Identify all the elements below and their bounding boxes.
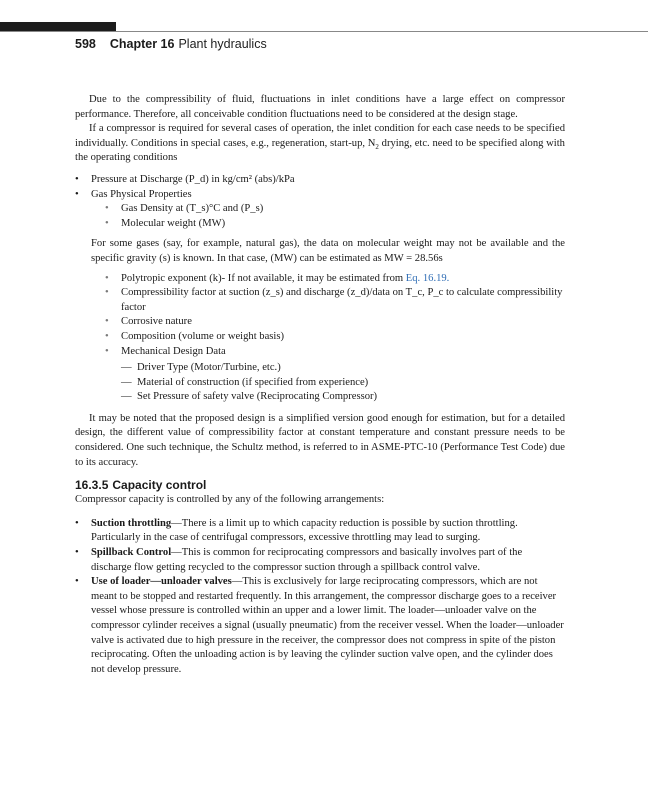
list-item: • Gas Physical Properties • Gas Density at (T_s)°C and (P_s) • Molecular weight (MW) For some gases (say, for example, natural gas), the data on molecular weight may not be available and the specific gravity (s) is known. In that case, (MW) can be estimated as MW = 28.56s • Polytropic exponent (k)- If not available, it may be estimated from Eq. 16.19. • Compressibility factor at suction (z_s) and discharge (z_d)/data on T_c, P_c to calculate compressibility factor • Corrosive nature • Composition (volume or weight basis) • Mechanical Design Data — Driver Type (Motor/Turbine, etc.) — Material of construction (if specified from experience) — Set Pressure of safety valve (Reciprocating Compressor): [75, 188, 565, 405]
paragraph-design-note: It may be noted that the proposed design is a simplified version good enough for estimation, but for a detailed design, the different value of compressibility factor at constant temperature and constant pressure needs to be considered. One such technique, the Schultz method, is referred to in ASME-PTC-10 (Performance Test Code) due to its accuracy.: [75, 412, 565, 468]
capacity-control-list: [75, 517, 565, 678]
list-item: • Mechanical Design Data — Driver Type (Motor/Turbine, etc.) — Material of construction (if specified from experience) — Set Pressure of safety valve (Reciprocating Compressor): [91, 345, 565, 405]
list-item: — Material of construction (if specified from experience): [91, 376, 565, 391]
paragraph-molecular-weight: For some gases (say, for example, natural gas), the data on molecular weight may not be available and the specific gravity (s) is known. In that case, (MW) can be estimated as MW = 28.56s: [91, 238, 565, 264]
equation-link[interactable]: Eq. 16.19.: [405, 272, 450, 284]
list-item: • Polytropic exponent (k)- If not available, it may be estimated from Eq. 16.19.: [91, 272, 565, 287]
list-item: — Driver Type (Motor/Turbine, etc.): [91, 361, 565, 376]
chapter-title: Plant hydraulics: [178, 37, 267, 51]
list-item: • Gas Density at (T_s)°C and (P_s): [91, 202, 565, 217]
list-item: • Pressure at Discharge (P_d) in kg/cm² (abs)/kPa: [75, 173, 565, 188]
operating-conditions-list: [75, 173, 565, 405]
list-item: • Compressibility factor at suction (z_s) and discharge (z_d)/data on T_c, P_c to calculate compressibility factor: [91, 286, 565, 315]
section-title: Capacity control: [112, 478, 207, 493]
paragraph-inlet-conditions: If a compressor is required for several cases of operation, the inlet condition for each case needs to be specified individually. Conditions in special cases, e.g., regeneration, start-up, $N_2$ drying, etc. need to be specified along with the operating conditions: [75, 123, 565, 164]
chapter-label: Chapter 16: [109, 37, 175, 51]
list-item: • Composition (volume or weight basis): [91, 330, 565, 345]
section-number: 16.3.5: [75, 478, 109, 493]
running-header: [75, 37, 267, 51]
paragraph-compressibility: Due to the compressibility of fluid, fluctuations in inlet conditions have a large effect on compressor performance. Therefore, all conceivable condition fluctuations need to be considered at the design stage.: [75, 94, 565, 120]
section-heading: [75, 477, 565, 493]
list-item: • Use of loader—unloader valves—This is exclusively for large reciprocating compressors, which are not meant to be stopped and restarted frequently. In this arrangement, the compressor discharge goes to a receiver vessel whose pressure is controlled within an upper and a lower limit. The loader—unloader valve on the compressor cylinder receives a signal (usually pneumatic) from the receiver vessel. When the loader—unloader valve is activated due to high pressure in the receiver, the compressor does not compress in spite of the piston reciprocating. Often the unloading action is by leaving the cylinder suction valve open, and the cylinder does not develop pressure.: [75, 575, 565, 677]
page-body: [75, 93, 565, 677]
section-intro: Compressor capacity is controlled by any of the following arrangements:: [75, 494, 385, 506]
list-item: • Corrosive nature: [91, 315, 565, 330]
list-item: • Molecular weight (MW): [91, 217, 565, 232]
list-item: • Spillback Control—This is common for reciprocating compressors and basically involves part of the discharge flow getting recycled to the compressor suction through a spillback control valve.: [75, 546, 565, 575]
list-item: • Suction throttling—There is a limit up to which capacity reduction is possible by suction throttling. Particularly in the case of centrifugal compressors, excessive throttling may lead to surging.: [75, 517, 565, 546]
list-item: — Set Pressure of safety valve (Reciprocating Compressor): [91, 390, 565, 405]
page-number: 598: [75, 37, 96, 51]
header-rule: [0, 31, 648, 32]
